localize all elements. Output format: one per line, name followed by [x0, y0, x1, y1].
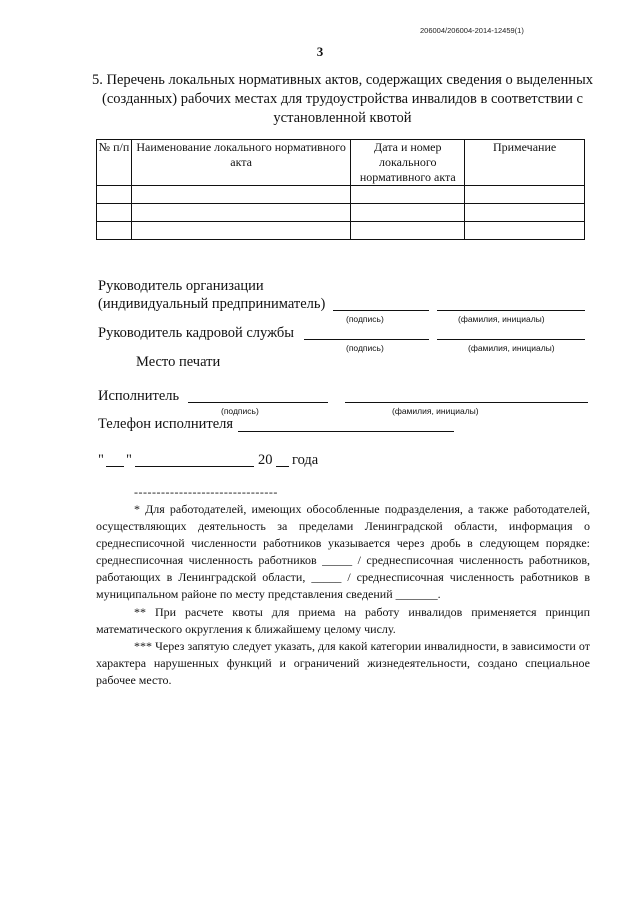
executor-name-line[interactable] — [345, 402, 588, 403]
table-cell[interactable] — [351, 204, 465, 222]
executor-signature-line[interactable] — [188, 402, 328, 403]
executor-label: Исполнитель — [98, 388, 180, 404]
head-org-signature-line[interactable] — [333, 310, 429, 311]
seal-place-label: Место печати — [136, 354, 221, 370]
col-number-header: № п/п — [97, 140, 132, 186]
executor-name-caption: (фамилия, инициалы) — [392, 406, 479, 416]
executor-sign-caption: (подпись) — [221, 406, 259, 416]
date-year-prefix: 20 — [258, 452, 273, 468]
head-hr-name-line[interactable] — [437, 339, 585, 340]
head-org-name-line[interactable] — [437, 310, 585, 311]
section-title: 5. Перечень локальных нормативных актов, содержащих сведения о выделенных (созданных) рабочих местах для трудоустройства инвалидов в соответствии с установленной квотой — [92, 72, 593, 126]
table-cell[interactable] — [97, 204, 132, 222]
head-org-name-caption: (фамилия, инициалы) — [458, 314, 545, 324]
table-cell[interactable] — [351, 222, 465, 240]
head-hr-name-caption: (фамилия, инициалы) — [468, 343, 555, 353]
date-day-line[interactable] — [106, 466, 124, 467]
table-row — [97, 204, 585, 222]
head-org-label: Руководитель организации — [98, 278, 264, 294]
page-number: 3 — [316, 44, 324, 59]
table-cell[interactable] — [465, 222, 585, 240]
date-quote-close: " — [126, 452, 132, 468]
table-row — [97, 222, 585, 240]
footnote-2: ** При расчете квоты для приема на работу инвалидов применяется принцип математического округления к ближайшему целому числу. — [96, 605, 590, 636]
footnote-1: * Для работодателей, имеющих обособленные подразделения, а также работодателей, осуществляющих деятельность за пределами Ленинградской области, информация о среднесписочной численности работников указывается через дробь в следующем порядке: среднесписочная численность работников _____ / среднесписочная численность работников, работающих в Ленинградской области, _____ / среднесписочная численность работников в муниципальном районе по месту представления сведений _______. — [96, 502, 590, 601]
table-cell[interactable] — [97, 186, 132, 204]
table-header-row — [97, 140, 585, 186]
table-cell[interactable] — [97, 222, 132, 240]
col-name-header: Наименование локального нормативного акта — [131, 140, 350, 186]
head-org-sublabel: (индивидуальный предприниматель) — [98, 296, 326, 312]
table-cell[interactable] — [351, 186, 465, 204]
table-cell[interactable] — [465, 186, 585, 204]
head-hr-label: Руководитель кадровой службы — [98, 325, 295, 341]
table-row — [97, 186, 585, 204]
table-cell[interactable] — [131, 204, 350, 222]
date-month-line[interactable] — [135, 466, 254, 467]
head-org-sign-caption: (подпись) — [346, 314, 384, 324]
table-cell[interactable] — [465, 204, 585, 222]
document-id: 206004/206004-2014-12459(1) — [420, 26, 524, 35]
executor-phone-label: Телефон исполнителя — [98, 416, 234, 432]
acts-table — [96, 139, 585, 240]
col-note-header: Примечание — [465, 140, 585, 186]
col-date-header: Дата и номер локального нормативного акта — [351, 140, 465, 186]
table-cell[interactable] — [131, 186, 350, 204]
date-suffix: года — [292, 452, 319, 468]
head-hr-sign-caption: (подпись) — [346, 343, 384, 353]
table-cell[interactable] — [131, 222, 350, 240]
footnote-3: *** Через запятую следует указать, для какой категории инвалидности, в зависимости от характера нарушенных функций и ограничений жизнедеятельности, создано специальное рабочее место. — [96, 639, 590, 687]
footnote-separator: -------------------------------- — [134, 485, 278, 499]
executor-phone-line[interactable] — [238, 431, 454, 432]
head-hr-signature-line[interactable] — [304, 339, 429, 340]
date-quote-open: " — [98, 452, 104, 468]
date-year-line[interactable] — [276, 466, 289, 467]
